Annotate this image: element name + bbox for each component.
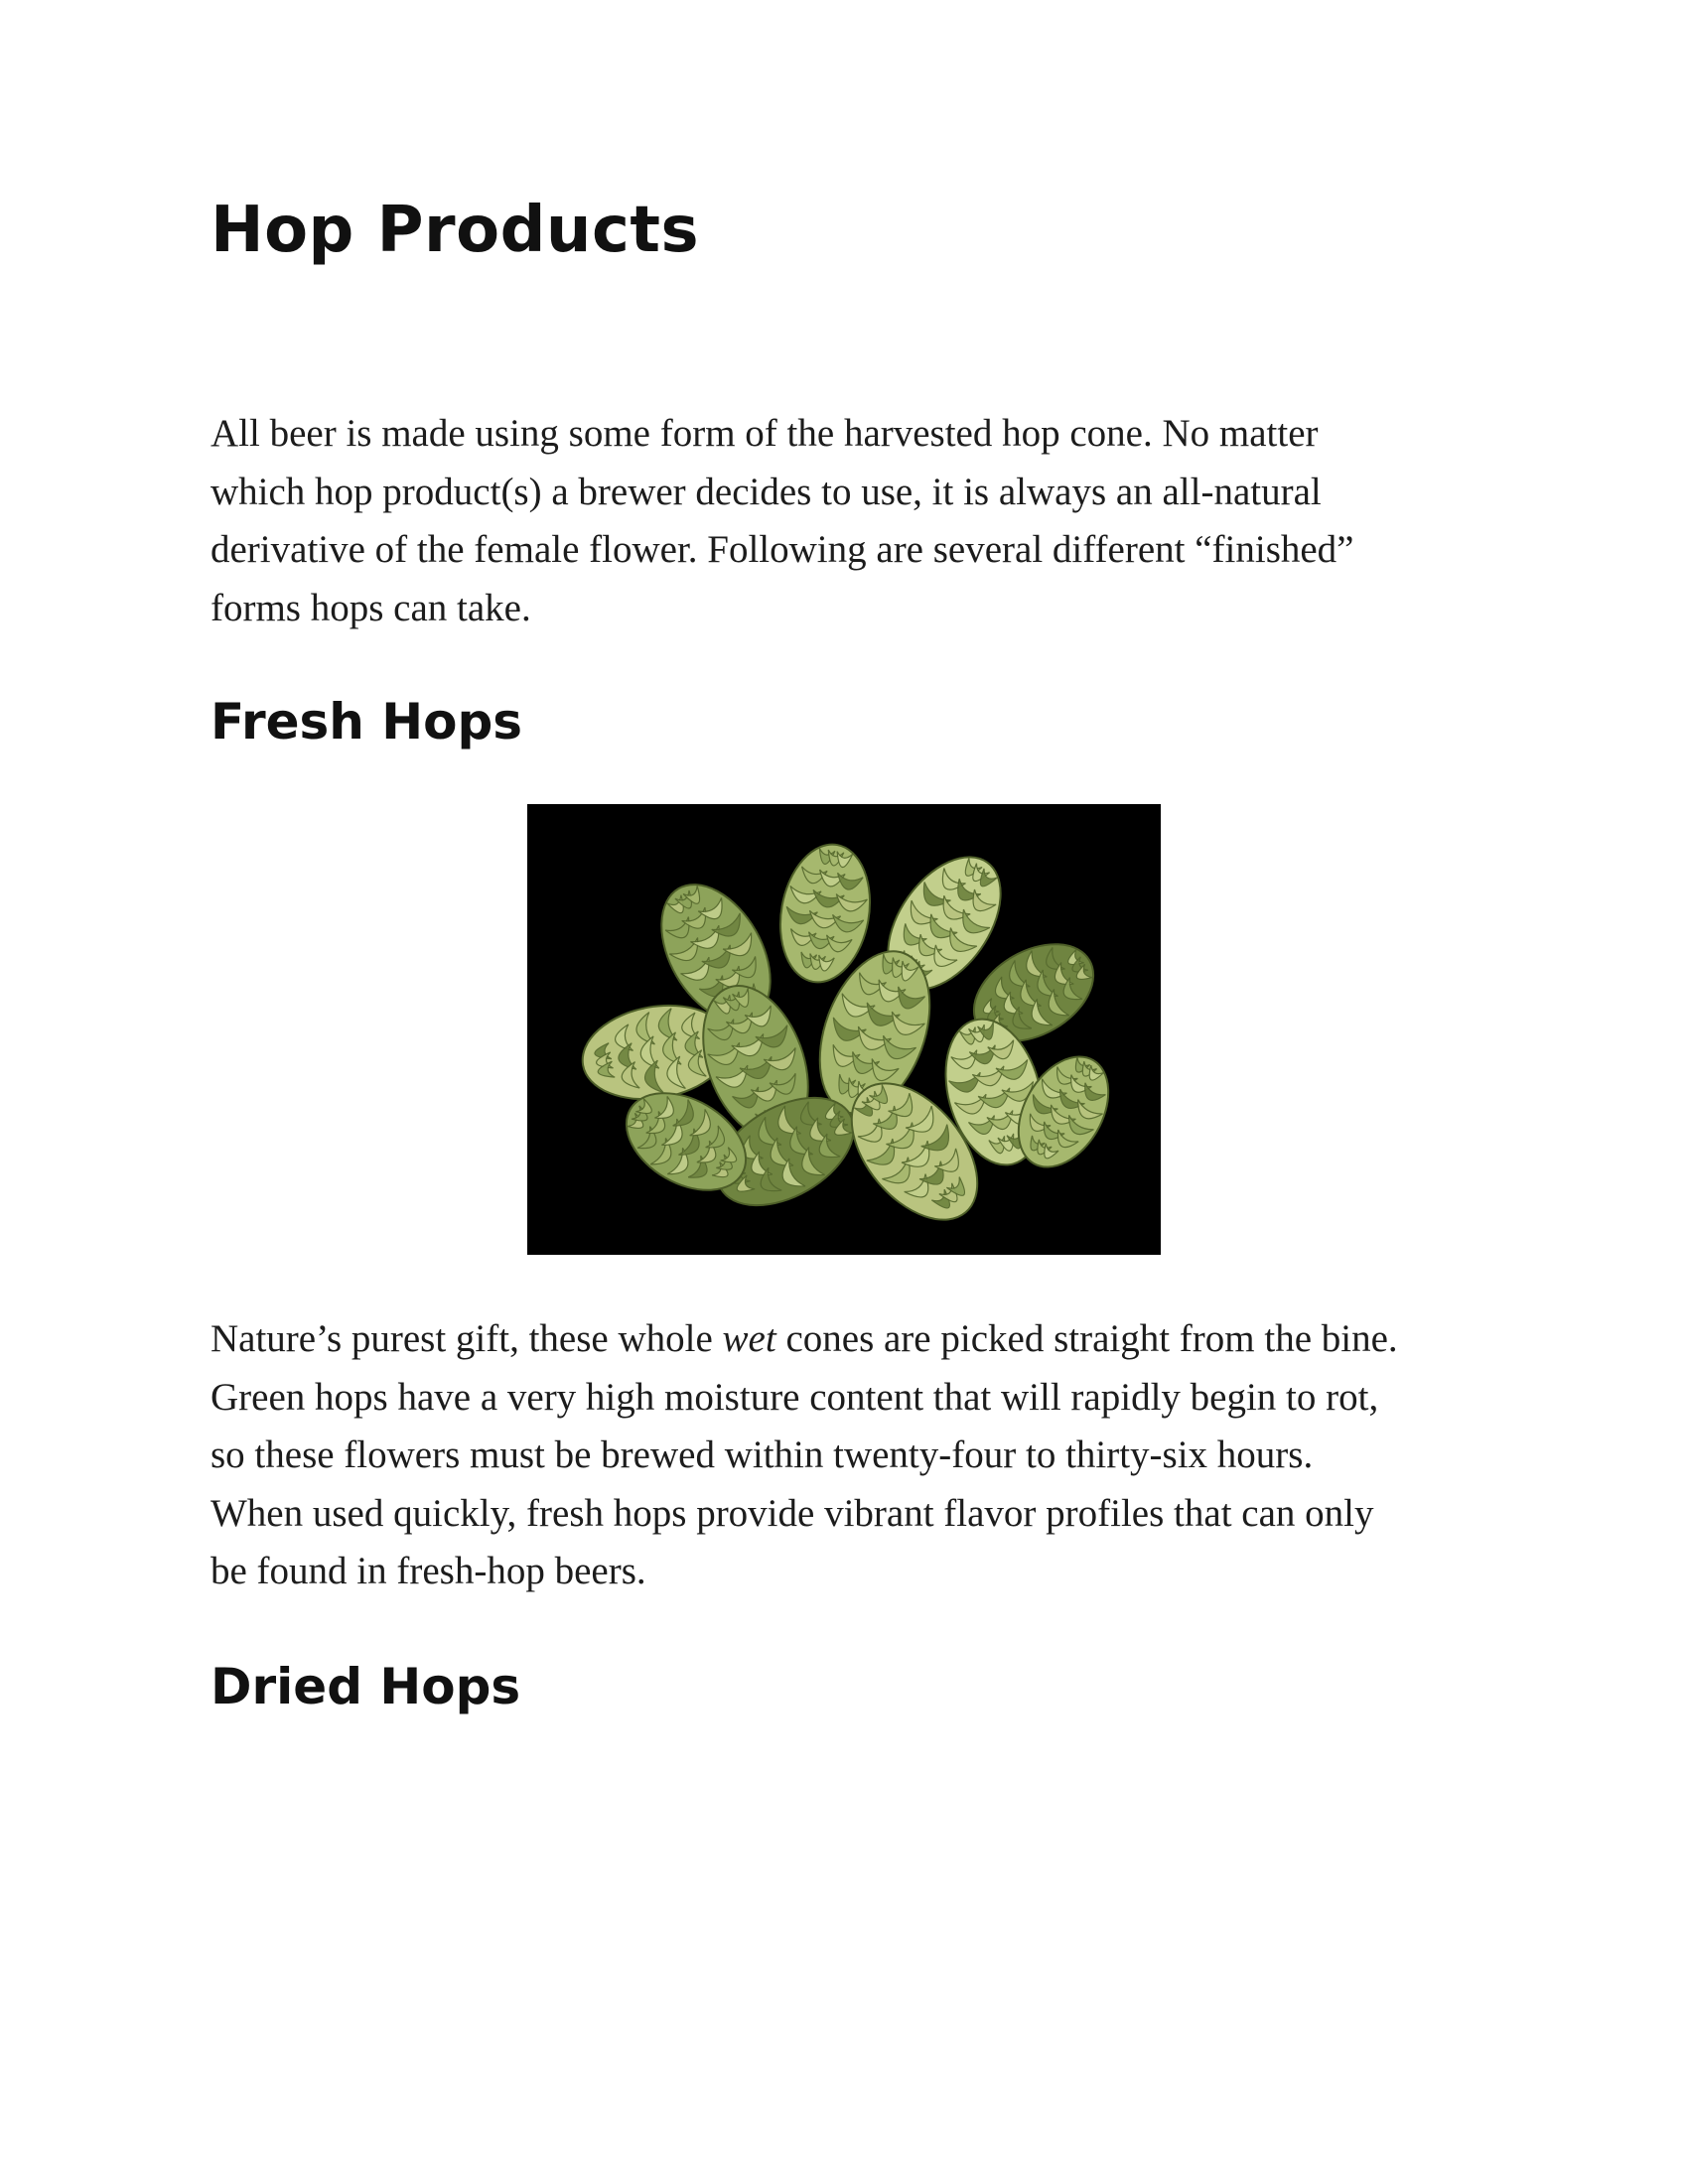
intro-line: derivative of the female flower. Following are several different “finished” <box>211 528 1354 571</box>
fresh-hops-paragraph <box>211 1310 1398 1601</box>
section-heading-dried-hops: Dried Hops <box>211 1658 521 1715</box>
fresh-hops-line: Nature’s purest gift, these whole wet cones are picked straight from the bine. <box>211 1317 1398 1360</box>
page-title: Hop Products <box>211 194 700 267</box>
fresh-hops-line: be found in fresh-hop beers. <box>211 1550 646 1592</box>
intro-line: which hop product(s) a brewer decides to use, it is always an all-natural <box>211 470 1322 513</box>
intro-line: forms hops can take. <box>211 586 531 629</box>
intro-paragraph <box>211 405 1354 637</box>
section-heading-fresh-hops: Fresh Hops <box>211 693 523 751</box>
fresh-hops-line: so these flowers must be brewed within twenty-four to thirty-six hours. <box>211 1433 1314 1476</box>
fresh-hops-photo <box>527 804 1161 1255</box>
intro-line: All beer is made using some form of the harvested hop cone. No matter <box>211 412 1319 455</box>
hop-cones-illustration <box>527 804 1161 1255</box>
fresh-hops-line: Green hops have a very high moisture content that will rapidly begin to rot, <box>211 1375 1379 1419</box>
fresh-hops-line: When used quickly, fresh hops provide vibrant flavor profiles that can only <box>211 1491 1374 1535</box>
